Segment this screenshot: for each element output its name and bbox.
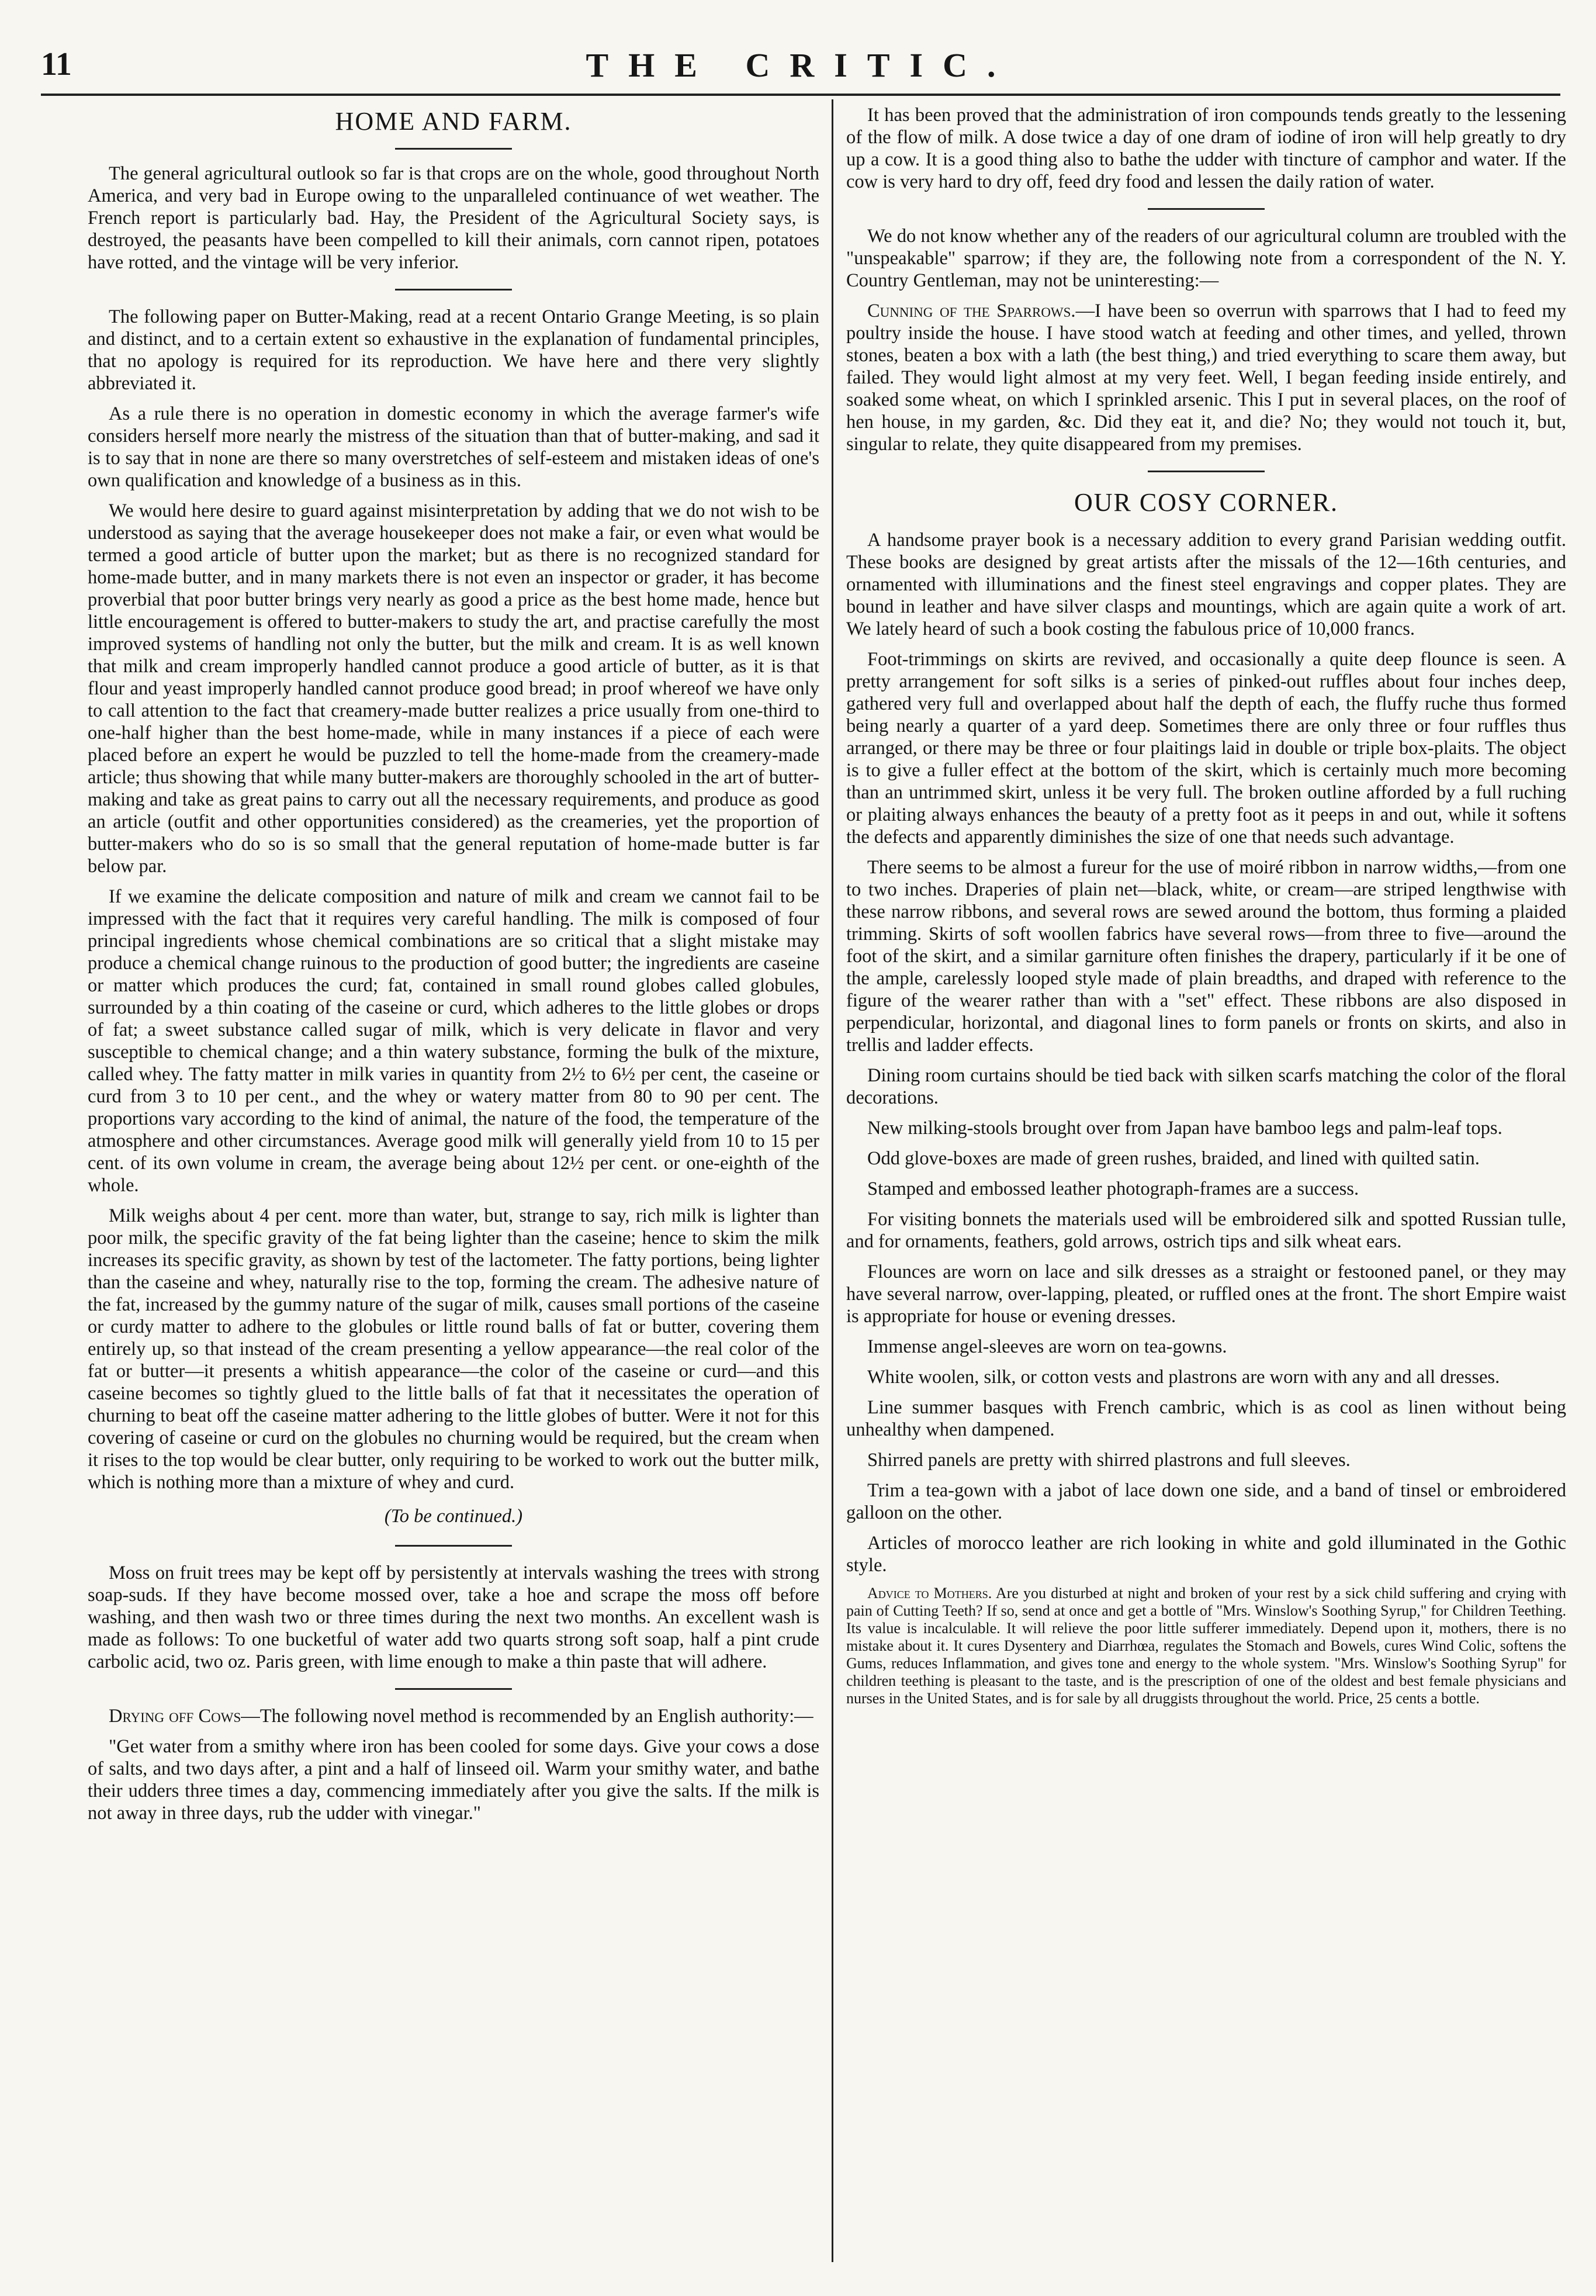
header-rule xyxy=(41,94,1560,96)
section-heading-home-and-farm: HOME AND FARM. xyxy=(335,107,572,136)
article-paragraph: It has been proved that the administration of iron compounds tends greatly to the lessening of the flow of milk. A dose twice a day of one dram of iodine of iron will help greatly to dry up a cow. It is a good thing also to bathe the udder with tincture of camphor and water. If the cow is very hard to dry off, feed dry food and lessen the daily ration of water. xyxy=(846,105,1566,192)
article-paragraph: There seems to be almost a fureur for the use of moiré ribbon in narrow widths,—from one to two inches. Draperies of plain net—black, white, or cream—are striped lengthwise with these narrow ribbons, and several rows are sewed around the bottom, thus forming a plaided trimming. Skirts of soft woollen fabrics have several rows—from three to five—around the foot of the skirt, and a similar garniture often finishes the drapery, particularly if it be one of the ample, carelessly looped style made of plain breadths, and draped with reference to the figure of the wearer rather than with a "set" effect. These ribbons are also disposed in perpendicular, horizontal, and diagonal lines to form panels or fronts on skirts, and also in trellis and ladder effects. xyxy=(846,857,1566,1056)
article-paragraph xyxy=(846,300,1566,455)
article-paragraph: Stamped and embossed leather photograph-frames are a success. xyxy=(867,1178,1359,1199)
article-paragraph: We would here desire to guard against misinterpretation by adding that we do not wish to be understood as saying that the average housekeeper does not make a fair, or even what would be termed a good article of butter upon the market; but as there is no recognized standard for home-made butter, and in many markets there is not even an inspector or grader, it has become proverbial that poor butter brings very nearly as good a price as the best home made, hence but little encouragement is offered to butter-makers to study the art, and practise carefully the most improved systems of handling not only the butter, but the milk and cream. It is as well known that milk and cream improperly handled cannot produce a good article of butter, as it is that flour and yeast improperly handled cannot produce good bread; in proof whereof we have only to call attention to the fact that creamery-made butter realizes a price usually from one-third to one-half higher than the best home-made, while in many instances if a piece of each were placed before an expert he would be puzzled to tell the home-made from the creamery-made article; thus showing that while many butter-makers are thoroughly schooled in the art of butter-making and take as great pains to carry out all the necessary requirements, and produce as good an article (outfit and other opportunities considered) as the creameries, yet the proportion of butter-makers who do so is so small that the general reputation of home-made butter is far below par. xyxy=(88,500,819,877)
article-paragraph: Dining room curtains should be tied back with silken scarfs matching the color of the floral decorations. xyxy=(846,1065,1566,1108)
left-column xyxy=(88,104,819,1832)
article-paragraph: The following paper on Butter-Making, read at a recent Ontario Grange Meeting, is so plain and distinct, and to a certain extent so exhaustive in the explanation of fundamental principles, that no apology is required for its reproduction. We have here and there very slightly abbreviated it. xyxy=(88,306,819,394)
divider xyxy=(395,289,512,291)
article-paragraph xyxy=(88,1705,819,1727)
article-paragraph: For visiting bonnets the materials used will be embroidered silk and spotted Russian tulle, and for ornaments, feathers, gold arrows, ostrich tips and silk wheat ears. xyxy=(846,1209,1566,1252)
newspaper-title: THE CRITIC. xyxy=(586,46,1016,84)
article-paragraph: Shirred panels are pretty with shirred plastrons and full sleeves. xyxy=(867,1450,1351,1471)
paragraph-text: —The following novel method is recommended by an English authority:— xyxy=(241,1706,813,1727)
article-paragraph: "Get water from a smithy where iron has been cooled for some days. Give your cows a dose of salts, and two days after, a pint and a half of linseed oil. Warm your smithy water, and bathe their udders three times a day, commencing immediately after you give the salts. If the milk is not away in three days, rub the udder with vinegar." xyxy=(88,1736,819,1824)
article-paragraph: Immense angel-sleeves are worn on tea-gowns. xyxy=(867,1336,1227,1357)
article-paragraph: Line summer basques with French cambric, which is as cool as linen without being unhealthy when dampened. xyxy=(846,1397,1566,1440)
advertisement-text: Are you disturbed at night and broken of your rest by a sick child suffering and crying with pain of Cutting Teeth? If so, send at once and get a bottle of "Mrs. Winslow's Soothing Syrup," for Children Teething. Its value is incalculable. It will relieve the poor little sufferer immediately. Depend upon it, mothers, there is no mistake about it. It cures Dysentery and Diarrhœa, regulates the Stomach and Bowels, cures Wind Colic, softens the Gums, reduces Inflammation, and gives tone and energy to the whole system. "Mrs. Winslow's Soothing Syrup" for children teething is pleasant to the taste, and is the prescription of one of the oldest and best female physicians and nurses in the United States, and is for sale by all druggists throughout the world. Price, 25 cents a bottle. xyxy=(846,1585,1567,1707)
to-be-continued: (To be continued.) xyxy=(384,1506,523,1527)
right-column xyxy=(846,104,1566,1716)
paragraph-lead: Cunning of the Sparrows. xyxy=(867,300,1076,321)
article-paragraph: If we examine the delicate composition and nature of milk and cream we cannot fail to be impressed with the fact that it requires very careful handling. The milk is composed of four principal ingredients whose chemical combinations are so critical that a slight mistake may produce a chemical change ruinous to the production of good butter; the ingredients are caseine or matter which produces the curd; fat, contained in small round globes called globules, surrounded by a thin coating of the caseine or curd, which adheres to the little globes or drops of fat; a sweet substance called sugar of milk, which is very delicate in flavor and very susceptible to chemical change; and a thin watery substance, forming the bulk of the mixture, called whey. The fatty matter in milk varies in quantity from 2½ to 6½ per cent, the caseine or curd from 3 to 10 per cent., and the whey or watery matter from 80 to 90 per cent. The proportions vary according to the kind of animal, the nature of the food, the temperature of the atmosphere and other circumstances. Average good milk will generally yield from 10 to 15 per cent. of its own volume in cream, the average being about 12½ per cent. or one-eighth of the whole. xyxy=(88,886,819,1196)
article-paragraph: Articles of morocco leather are rich looking in white and gold illuminated in the Gothic style. xyxy=(846,1533,1566,1576)
section-heading-our-cosy-corner: OUR COSY CORNER. xyxy=(1074,488,1339,517)
article-paragraph: Milk weighs about 4 per cent. more than water, but, strange to say, rich milk is lighter than poor milk, the specific gravity of the fat being lighter than the caseine; hence to skim the milk increases its specific gravity, as shown by test of the lactometer. The fatty portions, being lighter than the caseine and whey, naturally rise to the top, forming the cream. The adhesive nature of the fat, increased by the gummy nature of the sugar of milk, causes small portions of the caseine or curdy matter to adhere to the globules or little round balls of fat or butter, covering them entirely up, so that instead of the cream presenting a yellow appearance—the real color of the fat or butter—it presents a whitish appearance—the color of the caseine or curd—and this caseine becomes so tightly glued to the little balls of fat that it necessitates the operation of churning to beat off the caseine matter adhering to the little globes of butter. Were it not for this covering of caseine or curd on the globules no churning would be required, but the cream when it rises to the top would be clear butter, only requiring to be worked to work out the butter milk, which is nothing more than a mixture of whey and curd. xyxy=(88,1205,819,1493)
advertisement-lead: Advice to Mothers. xyxy=(867,1585,992,1602)
article-paragraph: Trim a tea-gown with a jabot of lace down one side, and a band of tinsel or embroidered galloon on the other. xyxy=(846,1480,1566,1523)
divider xyxy=(395,1688,512,1690)
advertisement xyxy=(846,1585,1566,1707)
article-paragraph: New milking-stools brought over from Japan have bamboo legs and palm-leaf tops. xyxy=(867,1118,1502,1139)
page-number: 11 xyxy=(41,46,72,82)
article-paragraph: A handsome prayer book is a necessary addition to every grand Parisian wedding outfit. These books are designed by great artists after the missals of the 12—16th centuries, and ornamented with illuminations and the finest steel engravings and copper plates. They are bound in leather and have silver clasps and mountings, which are again quite a work of art. We lately heard of such a book costing the fabulous price of 10,000 francs. xyxy=(846,530,1566,639)
article-paragraph: As a rule there is no operation in domestic economy in which the average farmer's wife considers herself more nearly the mistress of the situation than that of butter-making, and sad it is to say that in none are there so many overstretches of self-esteem and mistaken ideas of one's own qualification and knowledge of a business as in this. xyxy=(88,403,819,491)
article-paragraph: White woolen, silk, or cotton vests and plastrons are worn with any and all dresses. xyxy=(867,1367,1500,1388)
paragraph-text: —I have been so overrun with sparrows that I had to feed my poultry inside the house. I have stood watch at feeding and other times, and yelled, thrown stones, beaten a box with a lath (the best thing,) and tried everything to scare them away, but failed. They would light almost at my very feet. Well, I began feeding inside entirely, and soaked some wheat, on which I sprinkled arsenic. This I put in several places, on the roof of hen house, in my garden, &c. Did they eat it, and die? No; they would not touch it, but, singular to relate, they quite disappeared from my premises. xyxy=(846,300,1566,455)
divider xyxy=(1148,208,1265,210)
divider xyxy=(395,148,512,150)
paragraph-lead: Drying off Cows xyxy=(109,1706,241,1727)
article-paragraph: Foot-trimmings on skirts are revived, and occasionally a quite deep flounce is seen. A pretty arrangement for soft silks is a series of pinked-out ruffles about four inches deep, gathered very full and overlapped about half the depth of each, the fluffy ruche thus formed being nearly a quarter of a yard deep. Sometimes there are only three or four ruffles thus arranged, or there may be three or four plaitings laid in double or triple box-plaits. The object is to give a fuller effect at the bottom of the skirt, which is certainly much more becoming than an untrimmed skirt, unless it be very full. The broken outline afforded by a full ruching or plaiting always enhances the beauty of a pretty foot as it peeps in and out, while it softens the defects and apparently diminishes the size of one that needs such advantage. xyxy=(846,649,1566,848)
article-paragraph: Flounces are worn on lace and silk dresses as a straight or festooned panel, or they may have several narrow, over-lapping, pleated, or ruffled ones at the front. The short Empire waist is appropriate for house or evening dresses. xyxy=(846,1261,1566,1327)
divider xyxy=(1148,471,1265,472)
masthead xyxy=(41,46,1560,84)
article-paragraph: The general agricultural outlook so far is that crops are on the whole, good throughout North America, and very bad in Europe owing to the unparalleled continuance of wet weather. The French report is particularly bad. Hay, the President of the Agricultural Society says, is destroyed, the peasants have been compelled to kill their animals, corn cannot ripen, potatoes have rotted, and the vintage will be very inferior. xyxy=(88,163,819,273)
column-rule xyxy=(832,99,833,2262)
article-paragraph: We do not know whether any of the readers of our agricultural column are troubled with the "unspeakable" sparrow; if they are, the following note from a correspondent of the N. Y. Country Gentleman, may not be uninteresting:— xyxy=(846,226,1566,291)
article-paragraph: Moss on fruit trees may be kept off by persistently at intervals washing the trees with strong soap-suds. If they have become mossed over, take a hoe and scrape the moss off before washing, and then wash two or three times during the next two months. An excellent wash is made as follows: To one bucketful of water add two quarts strong soft soap, half a pint crude carbolic acid, two oz. Paris green, with lime enough to make a thin paste that will adhere. xyxy=(88,1562,819,1672)
divider xyxy=(395,1545,512,1547)
article-paragraph: Odd glove-boxes are made of green rushes, braided, and lined with quilted satin. xyxy=(867,1148,1480,1169)
